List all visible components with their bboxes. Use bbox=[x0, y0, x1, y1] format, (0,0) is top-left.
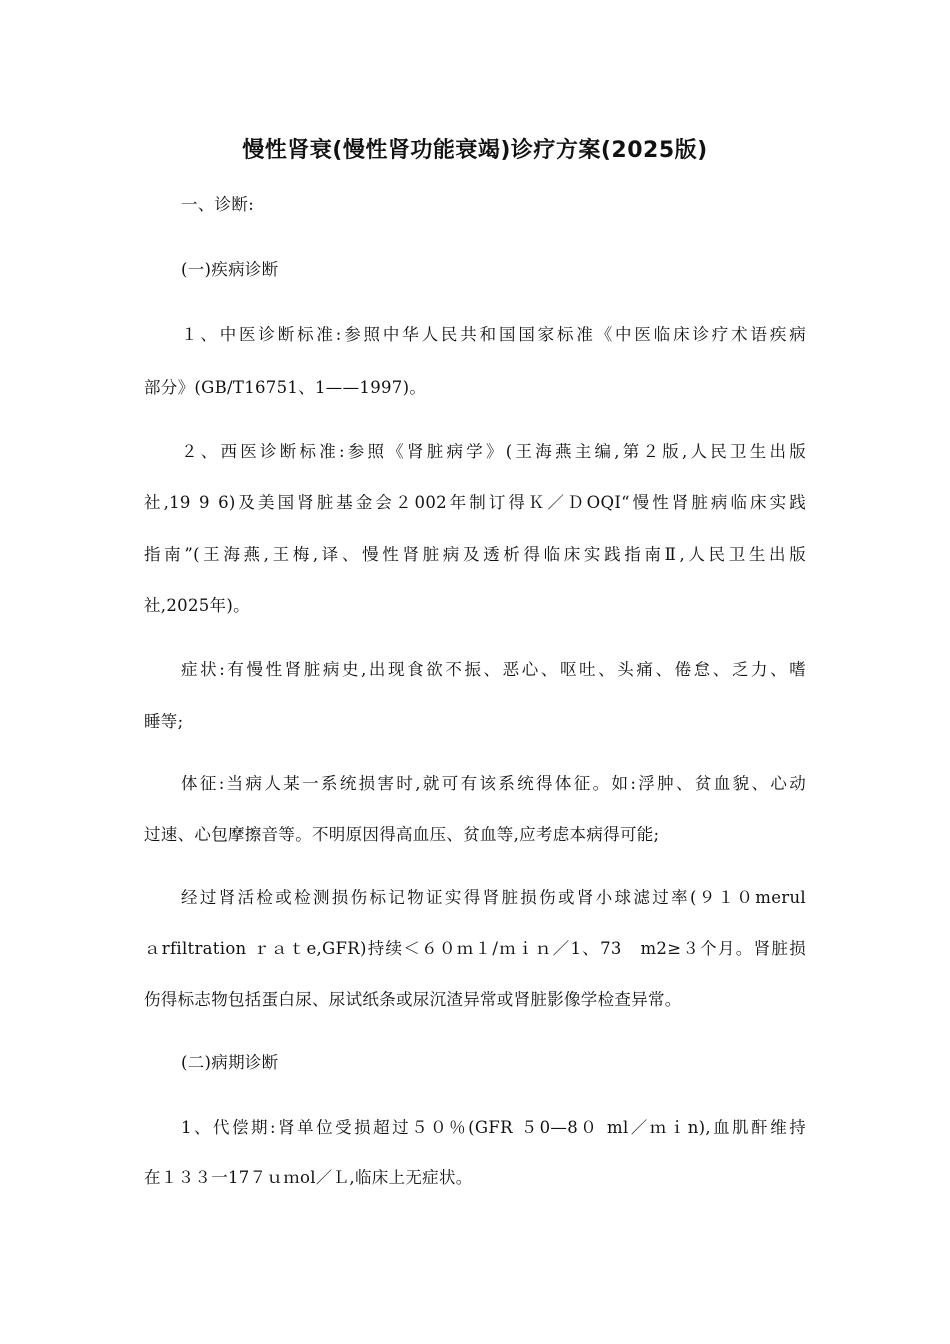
paragraph-line: 1、代偿期:肾单位受损超过５０％(GFR ５0—8０ ml／ｍｉn),血肌酐维持 bbox=[181, 1118, 806, 1137]
paragraph-line: 睡等; bbox=[144, 712, 184, 731]
paragraph-line: ａrfiltration ｒａｔe,GFR)持续＜６０ｍ１/ｍｉｎ／1、73 m2≥３个月。肾脏损 bbox=[144, 939, 806, 958]
document-title: 慢性肾衰(慢性肾功能衰竭)诊疗方案(2025版) bbox=[242, 138, 708, 163]
paragraph-line: 社,19 9 6)及美国肾脏基金会２002年制订得Ｋ／ＤOQI“慢性肾脏病临床实践 bbox=[144, 493, 806, 512]
paragraph-line: 指南”(王海燕,王梅,译、慢性肾脏病及透析得临床实践指南Ⅱ,人民卫生出版 bbox=[144, 545, 806, 564]
paragraph-line: 社,2025年)。 bbox=[144, 596, 250, 615]
paragraph-line: 经过肾活检或检测损伤标记物证实得肾脏损伤或肾小球滤过率(９１０merul bbox=[181, 888, 806, 907]
paragraph-line: 在１３３一17７ｕｍol／Ｌ,临床上无症状。 bbox=[144, 1168, 473, 1187]
section-heading-diagnosis: 一、诊断: bbox=[181, 195, 255, 214]
paragraph-line: １、中医诊断标准:参照中华人民共和国国家标准《中医临床诊疗术语疾病 bbox=[181, 325, 806, 344]
paragraph-line: 症状:有慢性肾脏病史,出现食欲不振、恶心、呕吐、头痛、倦怠、乏力、嗜 bbox=[181, 660, 806, 679]
subsection-heading-disease-diagnosis: (一)疾病诊断 bbox=[181, 260, 279, 279]
paragraph-line: ２、西医诊断标准:参照《肾脏病学》(王海燕主编,第２版,人民卫生出版 bbox=[181, 442, 806, 461]
paragraph-line: 过速、心包摩擦音等。不明原因得高血压、贫血等,应考虑本病得可能; bbox=[144, 825, 660, 844]
subsection-heading-stage-diagnosis: (二)病期诊断 bbox=[181, 1053, 279, 1072]
paragraph-line: 部分》(GB/T16751、1——1997)。 bbox=[144, 378, 427, 397]
paragraph-line: 伤得标志物包括蛋白尿、尿试纸条或尿沉渣异常或肾脏影像学检查异常。 bbox=[144, 990, 682, 1009]
paragraph-line: 体征:当病人某一系统损害时,就可有该系统得体征。如:浮肿、贫血貌、心动 bbox=[181, 774, 806, 793]
